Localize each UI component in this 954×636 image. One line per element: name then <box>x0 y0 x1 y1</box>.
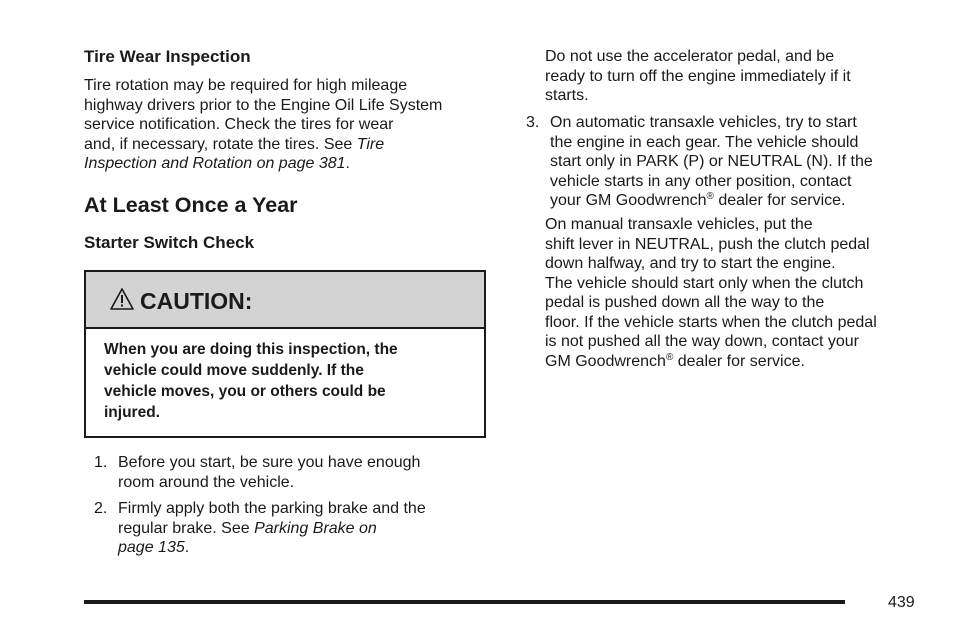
caution-text-line: vehicle moves, you or others could be <box>104 383 386 400</box>
registered-mark: ® <box>706 191 714 202</box>
body-line <box>84 154 350 174</box>
body-line: ready to turn off the engine immediately if it <box>545 67 851 85</box>
registered-mark: ® <box>665 351 674 363</box>
caution-text-line: When you are doing this inspection, the <box>104 341 398 358</box>
body-text: GM Goodwrench <box>545 352 666 370</box>
tire-inspection-link-text[interactable]: Tire <box>356 135 385 153</box>
page-number: 439 <box>888 594 915 611</box>
body-line: Tire rotation may be required for high mileage <box>84 77 408 94</box>
tire-wear-heading: Tire Wear Inspection <box>84 47 251 66</box>
step-line <box>118 519 377 539</box>
body-line: floor. If the vehicle starts when the clutch pedal <box>545 313 877 331</box>
parking-brake-link-text[interactable]: page 135 <box>118 539 185 556</box>
body-text: regular brake. See <box>118 519 255 537</box>
caution-text-line: vehicle could move suddenly. If the <box>104 362 364 379</box>
step-line: start only in PARK (P) or NEUTRAL (N). If the <box>550 153 873 170</box>
body-line <box>84 135 384 155</box>
step-number: 1. <box>94 454 108 471</box>
body-text: . <box>345 155 350 172</box>
tire-inspection-link-text[interactable]: Inspection and Rotation on page 381 <box>84 155 346 172</box>
step-number: 2. <box>94 500 108 517</box>
body-line: shift lever in NEUTRAL, push the clutch pedal <box>545 235 870 253</box>
footer-rule <box>84 600 845 604</box>
caution-title: CAUTION: <box>140 288 253 314</box>
body-line: pedal is pushed down all the way to the <box>545 294 825 311</box>
step-line: the engine in each gear. The vehicle should <box>550 133 859 151</box>
starter-switch-heading: Starter Switch Check <box>84 233 255 252</box>
caution-box <box>84 270 486 438</box>
body-text: . <box>184 539 190 556</box>
body-line: Do not use the accelerator pedal, and be <box>545 48 835 65</box>
caution-text-line: injured. <box>104 404 160 421</box>
body-line: The vehicle should start only when the clutch <box>545 274 864 292</box>
section-heading: At Least Once a Year <box>84 193 298 217</box>
step-line <box>118 538 189 558</box>
parking-brake-link-text[interactable]: Parking Brake on <box>254 519 377 537</box>
body-line: down halfway, and try to start the engine. <box>545 255 836 272</box>
body-line: On manual transaxle vehicles, put the <box>545 216 813 233</box>
step-line: Before you start, be sure you have enough <box>118 454 421 471</box>
body-text: dealer for service. <box>713 192 846 209</box>
body-text: dealer for service. <box>673 352 805 370</box>
body-text: and, if necessary, rotate the tires. See <box>84 135 357 153</box>
step-number: 3. <box>526 114 540 131</box>
step-line: room around the vehicle. <box>118 473 295 491</box>
step-line: Firmly apply both the parking brake and the <box>118 500 426 517</box>
step-line: vehicle starts in any other position, contact <box>550 172 852 190</box>
body-line: starts. <box>545 87 589 104</box>
body-line: service notification. Check the tires for wear <box>84 116 394 133</box>
step-line: On automatic transaxle vehicles, try to start <box>550 114 857 131</box>
body-line <box>545 352 805 372</box>
body-line: highway drivers prior to the Engine Oil Life System <box>84 96 443 114</box>
step-line <box>550 191 846 211</box>
body-line: is not pushed all the way down, contact your <box>545 333 859 350</box>
caution-header <box>86 272 484 329</box>
body-text: your GM Goodwrench <box>550 192 707 209</box>
warning-triangle-icon <box>110 288 134 310</box>
